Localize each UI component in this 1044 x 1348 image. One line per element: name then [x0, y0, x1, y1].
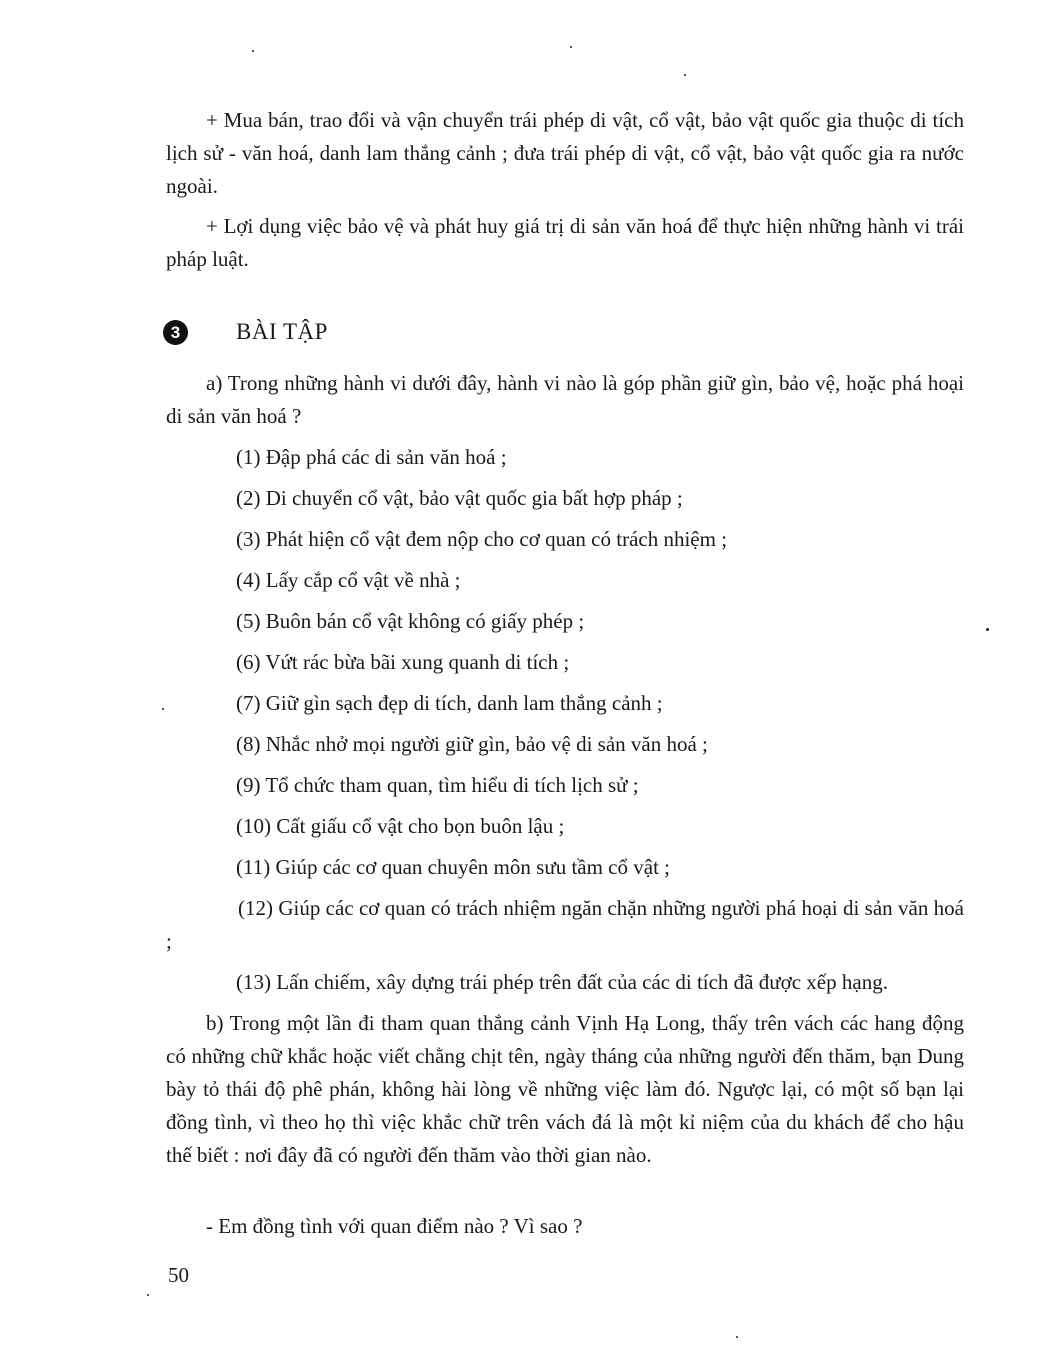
list-item: (10) Cất giấu cổ vật cho bọn buôn lậu ; [236, 814, 565, 838]
list-item: (3) Phát hiện cổ vật đem nộp cho cơ quan có trách nhiệm ; [236, 527, 728, 551]
list-item: (7) Giữ gìn sạch đẹp di tích, danh lam thắng cảnh ; [236, 691, 663, 715]
list-item: (12) Giúp các cơ quan có trách nhiệm ngăn chặn những người phá hoại di sản văn hoá ; [166, 896, 964, 953]
list-item: (4) Lấy cắp cổ vật về nhà ; [236, 568, 461, 592]
exercise-a-question: a) Trong những hành vi dưới đây, hành vi nào là góp phần giữ gìn, bảo vệ, hoặc phá hoại di sản văn hoá ? [166, 371, 964, 428]
paragraph-illegal-trade: + Mua bán, trao đổi và vận chuyển trái phép di vật, cổ vật, bảo vật quốc gia thuộc di tích lịch sử - văn hoá, danh lam thắng cảnh ; đưa trái phép di vật, cổ vật, bảo vật quốc gia ra nước ngoài. [166, 108, 964, 198]
exercise-b-question: - Em đồng tình với quan điểm nào ? Vì sao ? [206, 1214, 583, 1238]
list-item: (13) Lấn chiếm, xây dựng trái phép trên đất của các di tích đã được xếp hạng. [236, 970, 888, 994]
list-item: (1) Đập phá các di sản văn hoá ; [236, 445, 507, 469]
list-item: (2) Di chuyển cổ vật, bảo vật quốc gia bất hợp pháp ; [236, 486, 683, 510]
list-item: (11) Giúp các cơ quan chuyên môn sưu tầm cổ vật ; [236, 855, 670, 879]
exercise-b-text: b) Trong một lần đi tham quan thắng cảnh Vịnh Hạ Long, thấy trên vách các hang động có những chữ khắc hoặc viết chằng chịt tên, ngày tháng của những người đến thăm, bạn Dung bày tỏ thái độ phê phán, không hài lòng về những việc làm đó. Ngược lại, có một số bạn lại đồng tình, vì theo họ thì việc khắc chữ trên vách đá là một kỉ niệm của du khách để cho hậu thế biết : nơi đây đã có người đến thăm vào thời gian nào. [166, 1011, 964, 1167]
section-number-badge: 3 [163, 320, 188, 345]
list-item: (6) Vứt rác bừa bãi xung quanh di tích ; [236, 650, 570, 674]
section-heading [163, 316, 328, 348]
scan-speck [147, 1294, 149, 1296]
page-number: 50 [168, 1263, 189, 1287]
scan-speck [252, 50, 254, 52]
scan-speck [684, 74, 686, 76]
paragraph-abuse-heritage: + Lợi dụng việc bảo vệ và phát huy giá trị di sản văn hoá để thực hiện những hành vi trái pháp luật. [166, 214, 964, 271]
scan-speck [570, 46, 572, 48]
scan-speck [986, 628, 989, 631]
list-item: (9) Tổ chức tham quan, tìm hiểu di tích lịch sử ; [236, 773, 639, 797]
scan-speck [162, 708, 164, 710]
section-title: BÀI TẬP [236, 319, 328, 344]
list-item: (8) Nhắc nhở mọi người giữ gìn, bảo vệ di sản văn hoá ; [236, 732, 708, 756]
list-item: (5) Buôn bán cổ vật không có giấy phép ; [236, 609, 585, 633]
scan-speck [736, 1336, 738, 1338]
